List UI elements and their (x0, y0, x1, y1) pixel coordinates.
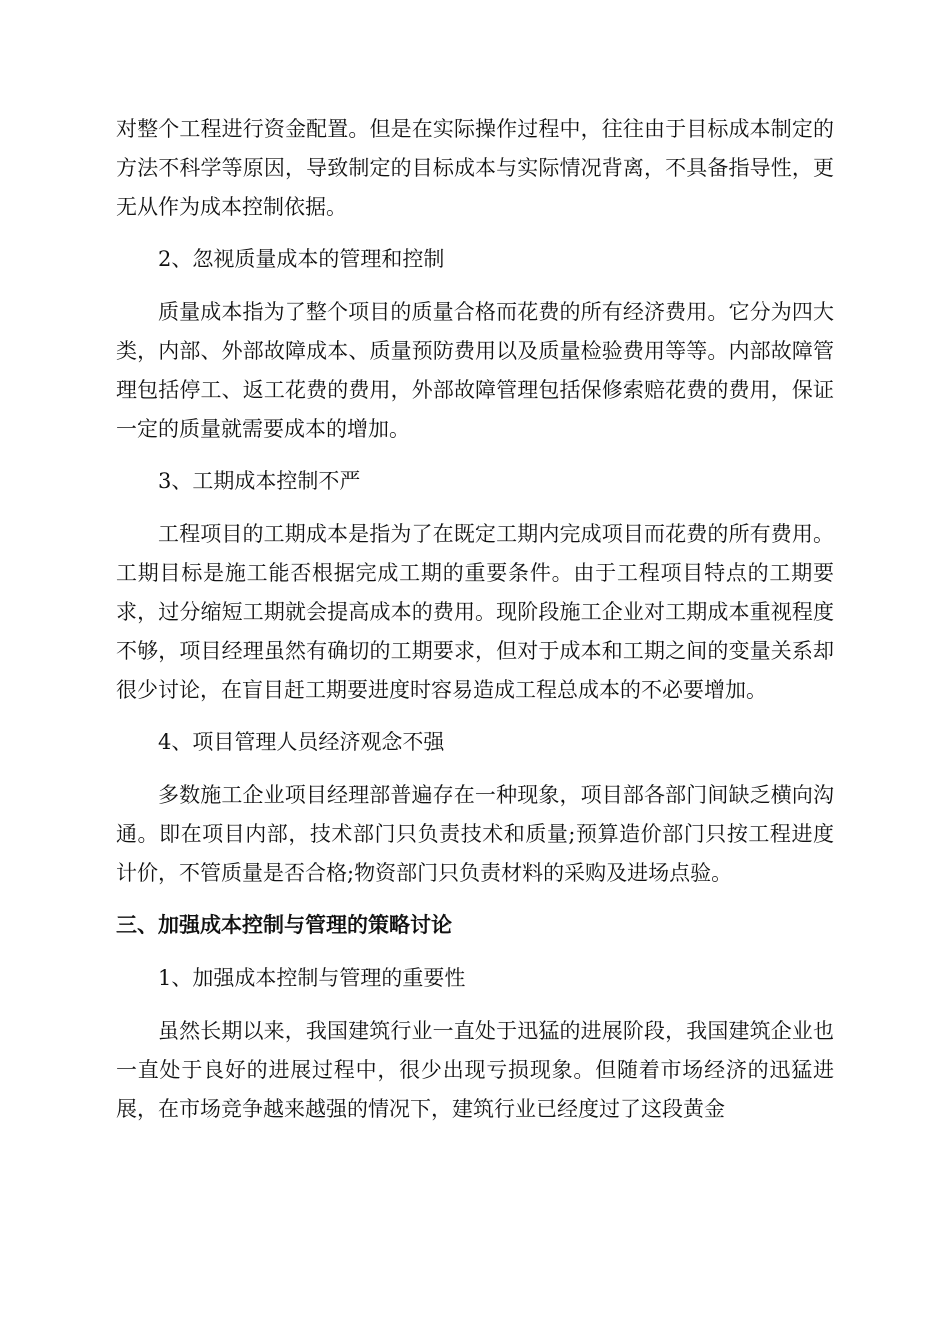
paragraph-schedule-cost: 工程项目的工期成本是指为了在既定工期内完成项目而花费的所有费用。工期目标是施工能否根据完成工期的重要条件。由于工程项目特点的工期要求，过分缩短工期就会提高成本的费用。现阶段施工企业对工期成本重视程度不够，项目经理虽然有确切的工期要求，但对于成本和工期之间的变量关系却很少讨论，在盲目赶工期要进度时容易造成工程总成本的不必要增加。 (116, 522, 834, 702)
document-page (116, 110, 834, 1142)
paragraph-quality-cost: 质量成本指为了整个项目的质量合格而花费的所有经济费用。它分为四大类，内部、外部故障成本、质量预防费用以及质量检验费用等等。内部故障管理包括停工、返工花费的费用，外部故障管理包括保修索赔花费的费用，保证一定的质量就需要成本的增加。 (116, 300, 834, 441)
subheading-economic-awareness: 4、项目管理人员经济观念不强 (158, 730, 445, 754)
paragraph-importance: 虽然长期以来，我国建筑行业一直处于迅猛的进展阶段，我国建筑企业也一直处于良好的进展过程中，很少出现亏损现象。但随着市场经济的迅猛进展，在市场竞争越来越强的情况下，建筑行业已经度过了这段黄金 (116, 1019, 834, 1121)
subheading-importance: 1、加强成本控制与管理的重要性 (158, 966, 466, 990)
subheading-quality-cost: 2、忽视质量成本的管理和控制 (158, 247, 445, 271)
paragraph-economic-awareness: 多数施工企业项目经理部普遍存在一种现象，项目部各部门间缺乏横向沟通。即在项目内部，技术部门只负责技术和质量;预算造价部门只按工程进度计价，不管质量是否合格;物资部门只负责材料的采购及进场点验。 (116, 783, 834, 885)
section-heading-strategies: 三、加强成本控制与管理的策略讨论 (116, 913, 452, 937)
paragraph-continuation: 对整个工程进行资金配置。但是在实际操作过程中，往往由于目标成本制定的方法不科学等原因，导致制定的目标成本与实际情况背离，不具备指导性，更无从作为成本控制依据。 (116, 117, 834, 219)
subheading-schedule-cost: 3、工期成本控制不严 (158, 469, 361, 493)
